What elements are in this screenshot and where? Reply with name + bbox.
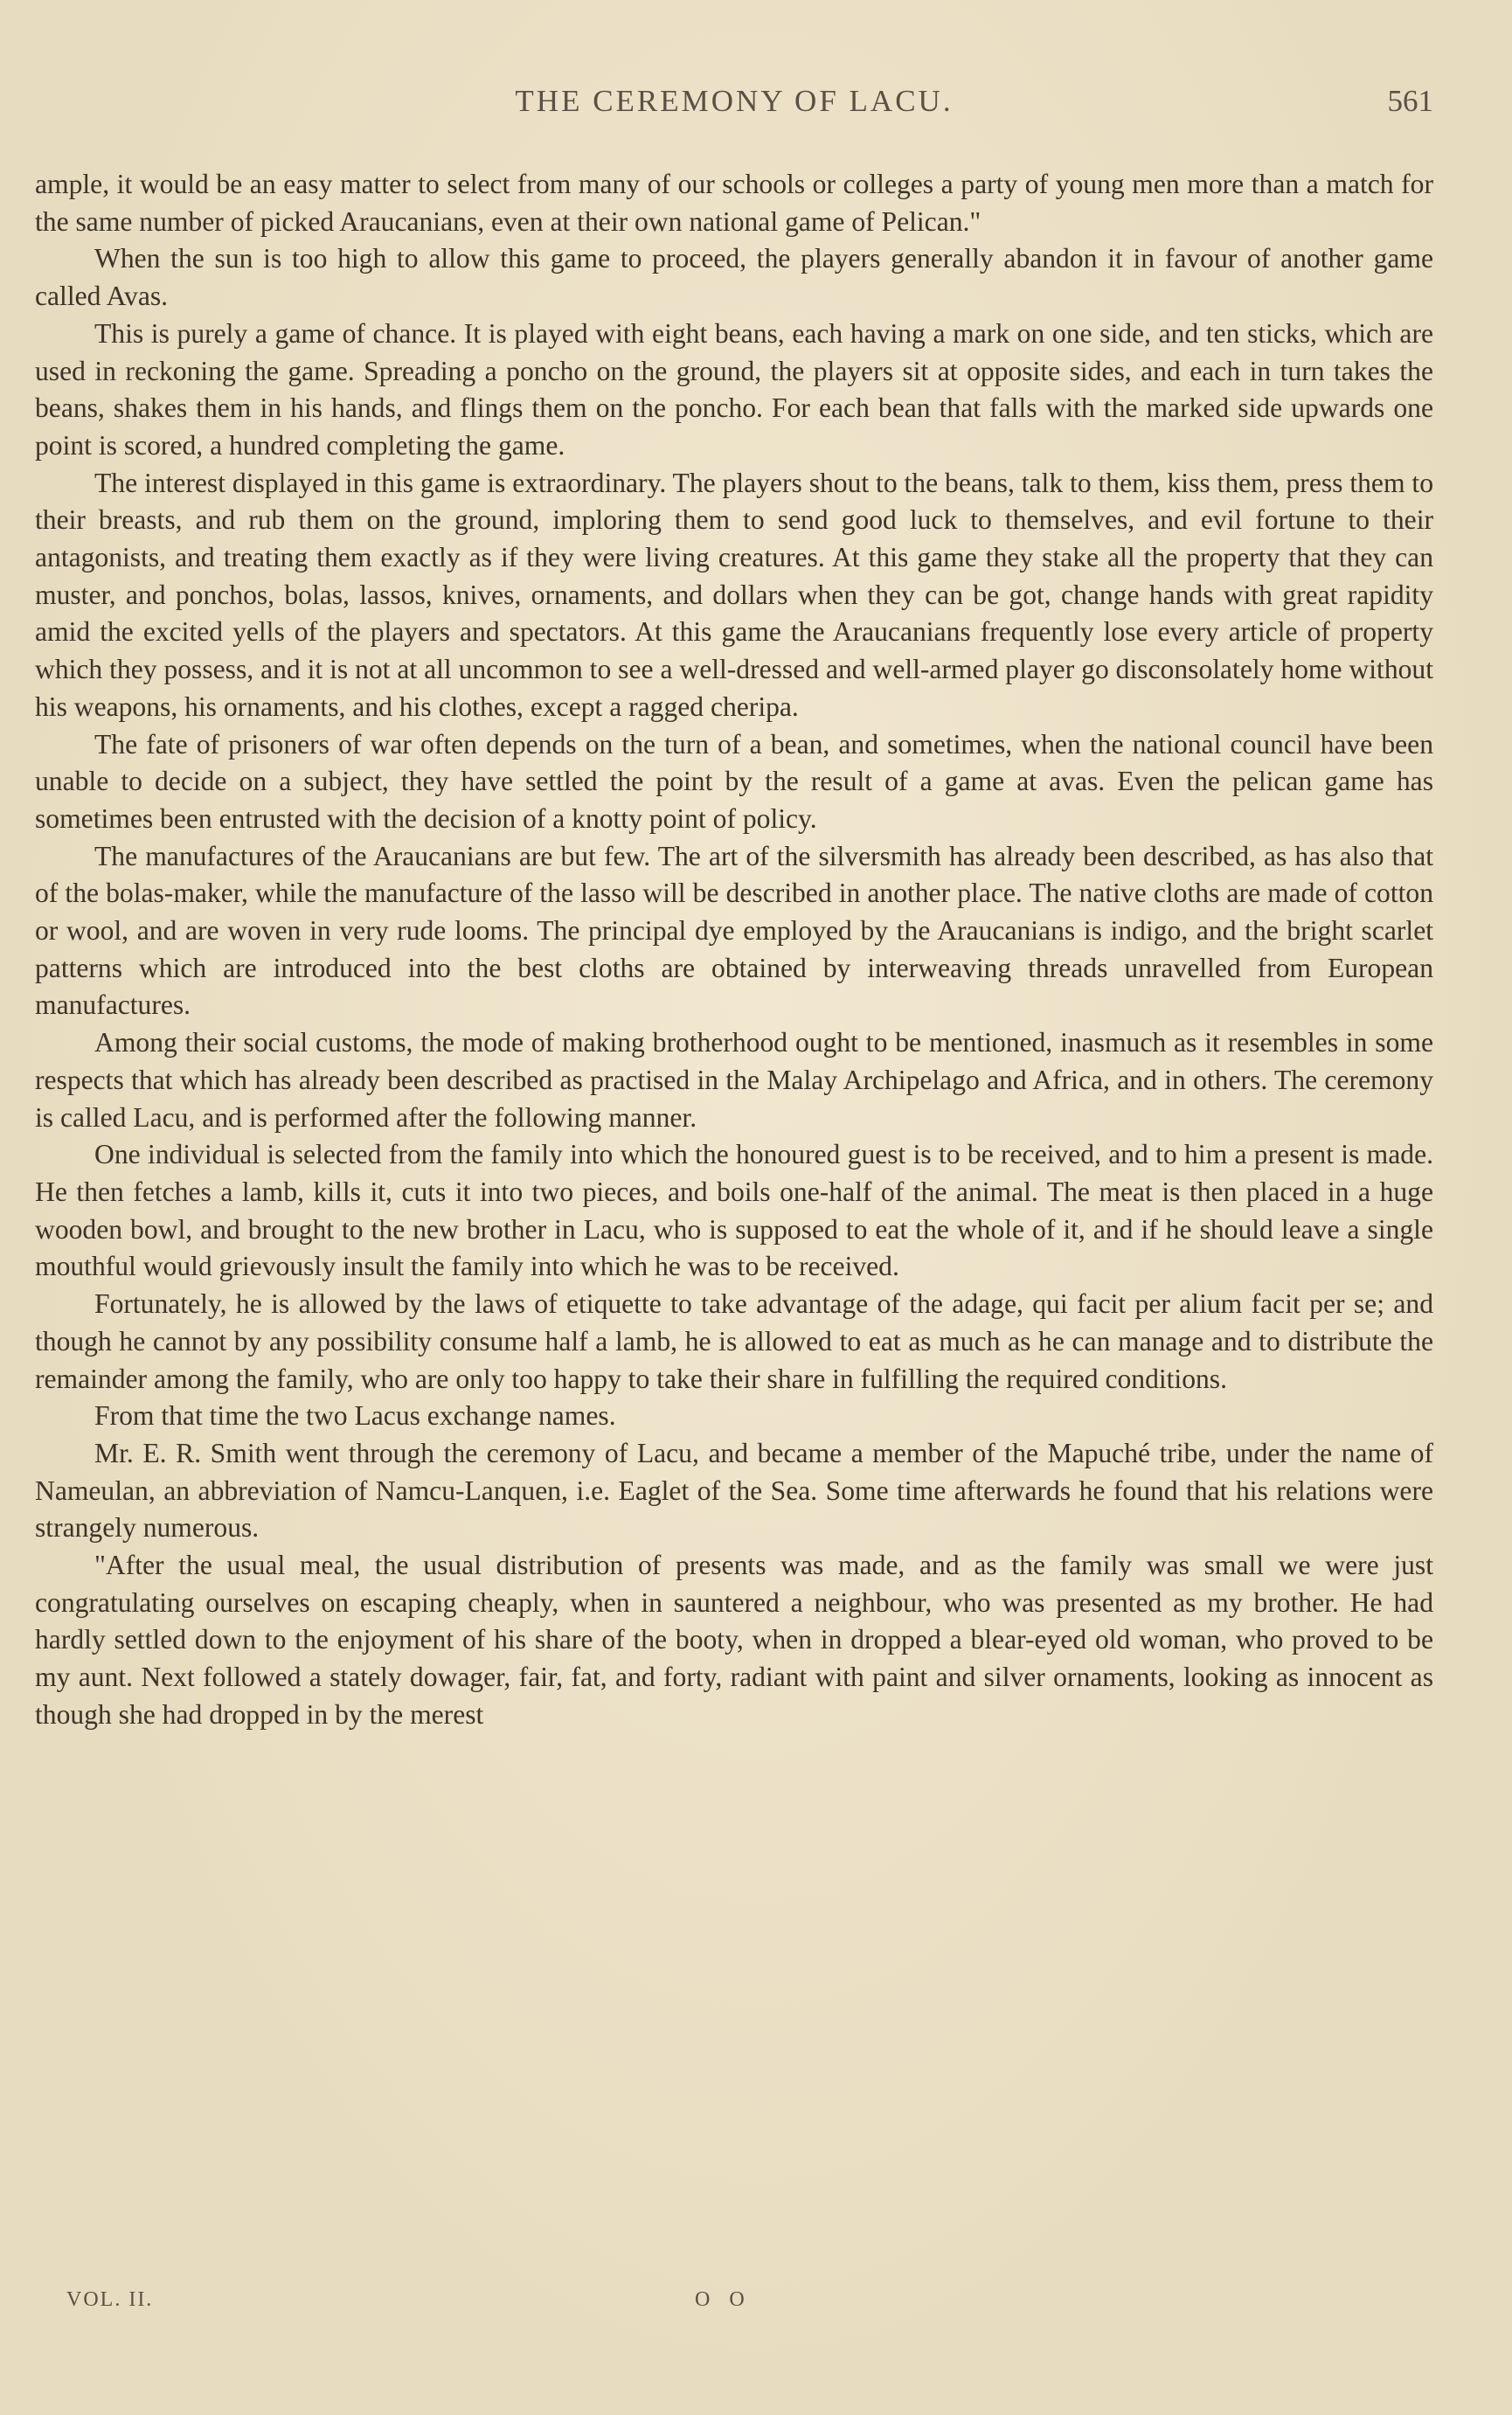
paragraph: Among their social customs, the mode of making brotherhood ought to be mentioned, inasmuch as it resembles in some respects that which has already been described as practised in the Malay Archipelago and Africa, and in others. The ceremony is called Lacu, and is performed after the following manner. (35, 1027, 1433, 1133)
paragraph: The fate of prisoners of war often depends on the turn of a bean, and sometimes, when the national council have been unable to decide on a subject, they have settled the point by the result of a game at avas. Even the pelican game has sometimes been entrusted with the decision of a knotty point of policy. (35, 728, 1433, 834)
signature-mark: O O (695, 2288, 752, 2311)
paragraph-continued: ample, it would be an easy matter to select from many of our schools or colleges a party of young men more than a match for the same number of picked Araucanians, even at their own national game of Pelican." (35, 169, 1433, 237)
paragraph: When the sun is too high to allow this game to proceed, the players generally abandon it in favour of another game called Avas. (35, 243, 1433, 312)
paragraph: From that time the two Lacus exchange names. (94, 1400, 616, 1432)
volume-label: VOL. II. (66, 2288, 154, 2311)
body-text (35, 166, 1433, 1734)
paragraph: "After the usual meal, the usual distribution of presents was made, and as the family was small we were just congratulating ourselves on escaping cheaply, when in sauntered a neighbour, who was presented as my brother. He had hardly settled down to the enjoyment of his share of the booty, when in dropped a blear-eyed old woman, who proved to be my aunt. Next followed a stately dowager, fair, fat, and forty, radiant with paint and silver ornaments, looking as innocent as though she had dropped in by the merest (35, 1550, 1433, 1730)
running-title: THE CEREMONY OF LACU. (515, 84, 954, 118)
paragraph: The manufactures of the Araucanians are but few. The art of the silversmith has already been described, as has also that of the bolas-maker, while the manufacture of the lasso will be described in another place. The native cloths are made of cotton or wool, and are woven in very rude looms. The principal dye employed by the Araucanians is indigo, and the bright scarlet patterns which are introduced into the best cloths are obtained by interweaving threads unravelled from European manufactures. (35, 840, 1433, 1021)
paragraph: The interest displayed in this game is extraordinary. The players shout to the beans, talk to them, kiss them, press them to their breasts, and rub them on the ground, imploring them to send good luck to themselves, and evil fortune to their antagonists, and treating them exactly as if they were living creatures. At this game they stake all the property that they can muster, and ponchos, bolas, lassos, knives, ornaments, and dollars when they can be got, change hands with great rapidity amid the excited yells of the players and spectators. At this game the Araucanians frequently lose every article of property which they possess, and it is not at all uncommon to see a well-dressed and well-armed player go disconsolately home without his weapons, his ornaments, and his clothes, except a ragged cheripa. (35, 467, 1433, 722)
paragraph: This is purely a game of chance. It is played with eight beans, each having a mark on one side, and ten sticks, which are used in reckoning the game. Spreading a poncho on the ground, the players sit at opposite sides, and each in turn takes the beans, shakes them in his hands, and flings them on the poncho. For each bean that falls with the marked side upwards one point is scored, a hundred completing the game. (35, 317, 1433, 461)
paragraph: Fortunately, he is allowed by the laws of etiquette to take advantage of the adage, qui facit per alium facit per se; and though he cannot by any possibility consume half a lamb, he is allowed to eat as much as he can manage and to distribute the remainder among the family, who are only too happy to take their share in fulfilling the required conditions. (35, 1288, 1433, 1394)
page-number: 561 (1387, 84, 1433, 118)
paragraph: Mr. E. R. Smith went through the ceremony of Lacu, and became a member of the Mapuché tribe, under the name of Nameulan, an abbreviation of Namcu-Lanquen, i.e. Eaglet of the Sea. Some time afterwards he found that his relations were strangely numerous. (35, 1437, 1433, 1544)
page-header (35, 84, 1433, 136)
page-footer (35, 2288, 1433, 2323)
paragraph: One individual is selected from the family into which the honoured guest is to be received, and to him a present is made. He then fetches a lamb, kills it, cuts it into two pieces, and boils one-half of the animal. The meat is then placed in a huge wooden bowl, and brought to the new brother in Lacu, who is supposed to eat the whole of it, and if he should leave a single mouthful would grievously insult the family into which he was to be received. (35, 1139, 1433, 1282)
